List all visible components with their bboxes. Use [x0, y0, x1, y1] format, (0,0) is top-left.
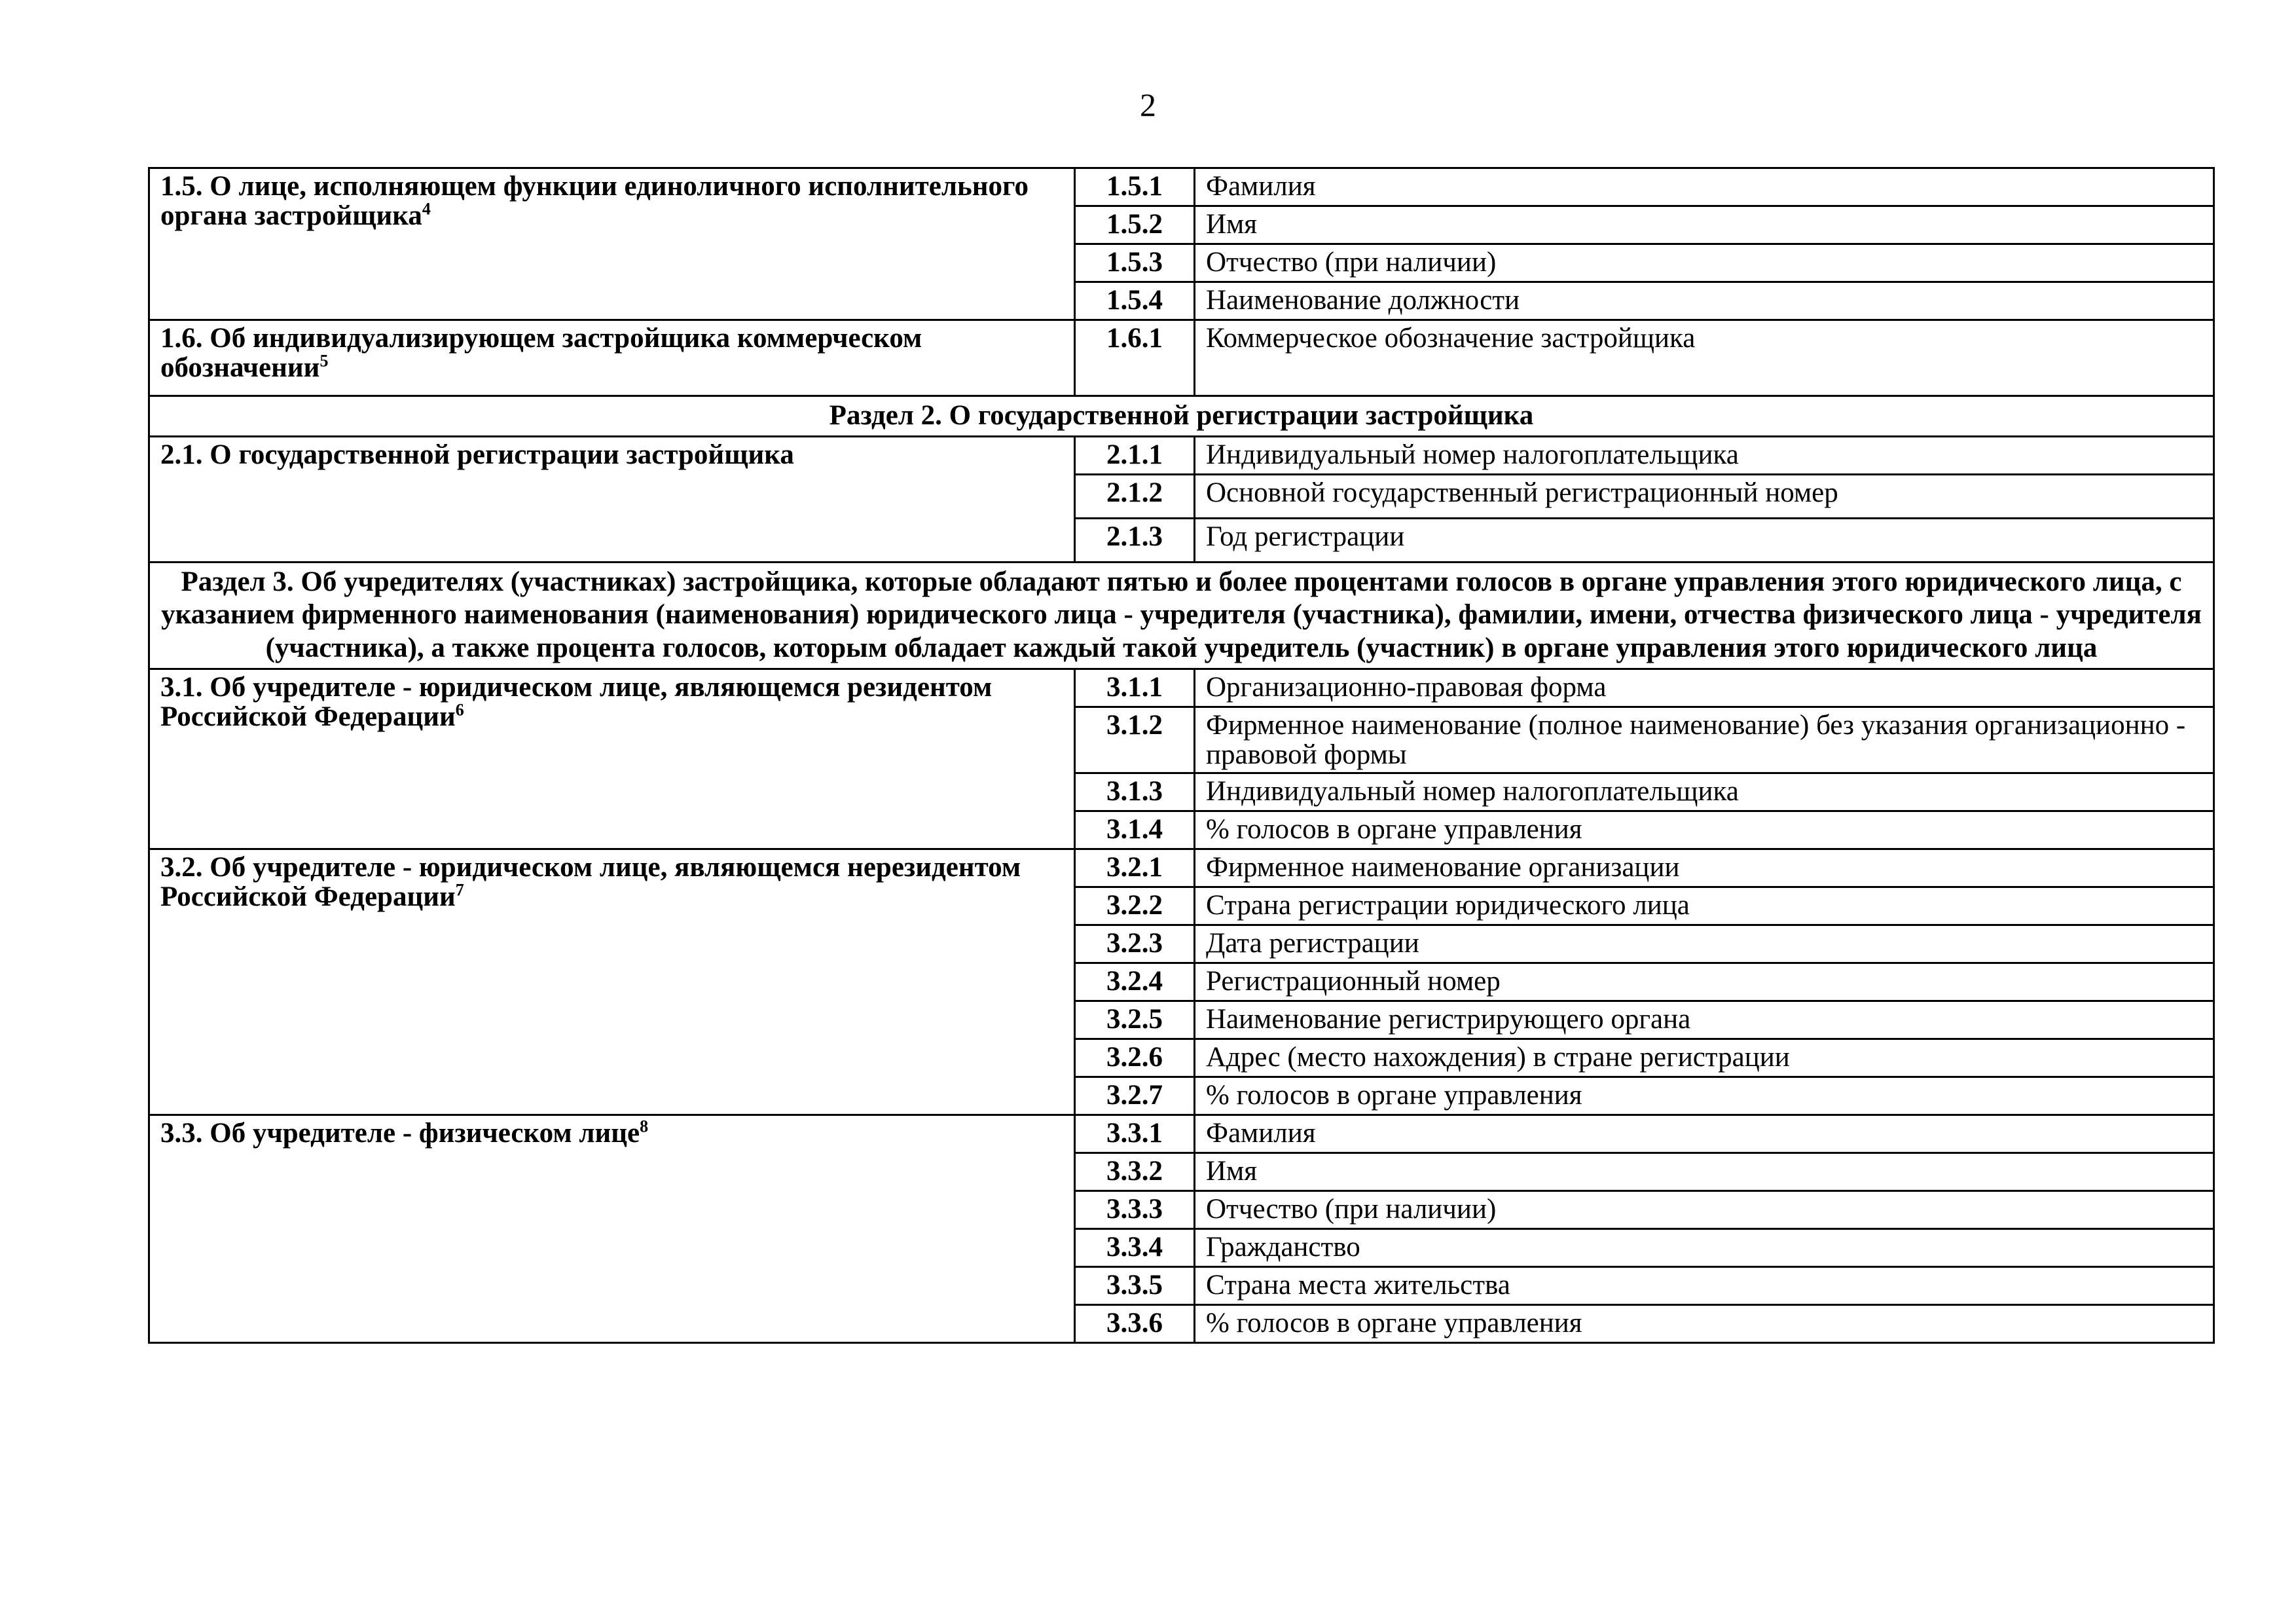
field-label: Наименование регистрирующего органа	[1195, 1001, 2214, 1039]
section-3-heading: Раздел 3. Об учредителях (участниках) застройщика, которые обладают пятью и более процентами голосов в органе управления этого юридического лица, с указанием фирменного наименования (наименования) юридического лица - учредителя (участника), фамилии, имени, отчества физического лица - учредителя (участника), а также процента голосов, которым обладает каждый такой учредитель (участник) в органе управления этого юридического лица	[149, 562, 2214, 669]
field-code: 3.3.2	[1075, 1153, 1195, 1191]
footnote-ref: 4	[422, 199, 431, 219]
section-2-heading: Раздел 2. О государственной регистрации застройщика	[149, 396, 2214, 437]
field-label: % голосов в органе управления	[1195, 1305, 2214, 1343]
field-label: Страна регистрации юридического лица	[1195, 887, 2214, 925]
section-3-2-title: 3.2. Об учредителе - юридическом лице, являющемся нерезидентом Российской Федерации$^7$	[149, 849, 1075, 1115]
footnote-ref: 7	[455, 881, 464, 900]
field-code: 1.5.4	[1075, 282, 1195, 320]
field-code: 3.2.1	[1075, 849, 1195, 887]
field-code: 1.5.3	[1075, 244, 1195, 282]
field-code: 3.2.7	[1075, 1077, 1195, 1115]
field-label: Фирменное наименование (полное наименование) без указания организационно - правовой формы	[1195, 707, 2214, 773]
field-label: Индивидуальный номер налогоплательщика	[1195, 773, 2214, 811]
field-code: 3.3.1	[1075, 1115, 1195, 1153]
field-code: 1.5.2	[1075, 206, 1195, 244]
field-label: Отчество (при наличии)	[1195, 1191, 2214, 1229]
section-3-1-title: 3.1. Об учредителе - юридическом лице, являющемся резидентом Российской Федерации$^6$	[149, 669, 1075, 849]
field-code: 3.3.5	[1075, 1267, 1195, 1305]
field-code: 3.2.4	[1075, 963, 1195, 1001]
section-1-5-title: 1.5. О лице, исполняющем функции единоличного исполнительного органа застройщика$^4$	[149, 168, 1075, 320]
field-label: Имя	[1195, 1153, 2214, 1191]
field-code: 3.1.1	[1075, 669, 1195, 707]
field-code: 2.1.2	[1075, 474, 1195, 518]
field-label: Фирменное наименование организации	[1195, 849, 2214, 887]
field-label: Наименование должности	[1195, 282, 2214, 320]
field-label: % голосов в органе управления	[1195, 811, 2214, 849]
field-code: 3.1.4	[1075, 811, 1195, 849]
field-code: 1.5.1	[1075, 168, 1195, 206]
field-code: 3.1.3	[1075, 773, 1195, 811]
field-label: Адрес (место нахождения) в стране регистрации	[1195, 1039, 2214, 1077]
field-label: Индивидуальный номер налогоплательщика	[1195, 436, 2214, 474]
field-label: Страна места жительства	[1195, 1267, 2214, 1305]
field-code: 3.1.2	[1075, 707, 1195, 773]
field-code: 2.1.1	[1075, 436, 1195, 474]
field-label: Имя	[1195, 206, 2214, 244]
field-label: Регистрационный номер	[1195, 963, 2214, 1001]
footnote-ref: 6	[455, 700, 464, 720]
footnote-ref: 8	[640, 1116, 649, 1136]
field-code: 3.2.6	[1075, 1039, 1195, 1077]
field-code: 1.6.1	[1075, 320, 1195, 396]
field-label: Фамилия	[1195, 1115, 2214, 1153]
field-label: Фамилия	[1195, 168, 2214, 206]
form-table	[148, 167, 2215, 1344]
section-2-1-title: 2.1. О государственной регистрации застройщика	[149, 436, 1075, 562]
field-code: 3.3.4	[1075, 1229, 1195, 1267]
page-number: 2	[1140, 86, 1156, 123]
footnote-ref: 5	[319, 351, 329, 371]
field-label: Отчество (при наличии)	[1195, 244, 2214, 282]
field-label: Основной государственный регистрационный номер	[1195, 474, 2214, 518]
field-label: Коммерческое обозначение застройщика	[1195, 320, 2214, 396]
field-code: 3.2.3	[1075, 925, 1195, 963]
field-code: 2.1.3	[1075, 518, 1195, 562]
field-code: 3.2.2	[1075, 887, 1195, 925]
field-label: Год регистрации	[1195, 518, 2214, 562]
field-code: 3.3.3	[1075, 1191, 1195, 1229]
field-code: 3.2.5	[1075, 1001, 1195, 1039]
field-code: 3.3.6	[1075, 1305, 1195, 1343]
field-label: Гражданство	[1195, 1229, 2214, 1267]
field-label: Организационно-правовая форма	[1195, 669, 2214, 707]
field-label: % голосов в органе управления	[1195, 1077, 2214, 1115]
section-3-3-title: 3.3. Об учредителе - физическом лице$^8$	[149, 1115, 1075, 1343]
section-1-6-title: 1.6. Об индивидуализирующем застройщика коммерческом обозначении$^5$	[149, 320, 1075, 396]
field-label: Дата регистрации	[1195, 925, 2214, 963]
